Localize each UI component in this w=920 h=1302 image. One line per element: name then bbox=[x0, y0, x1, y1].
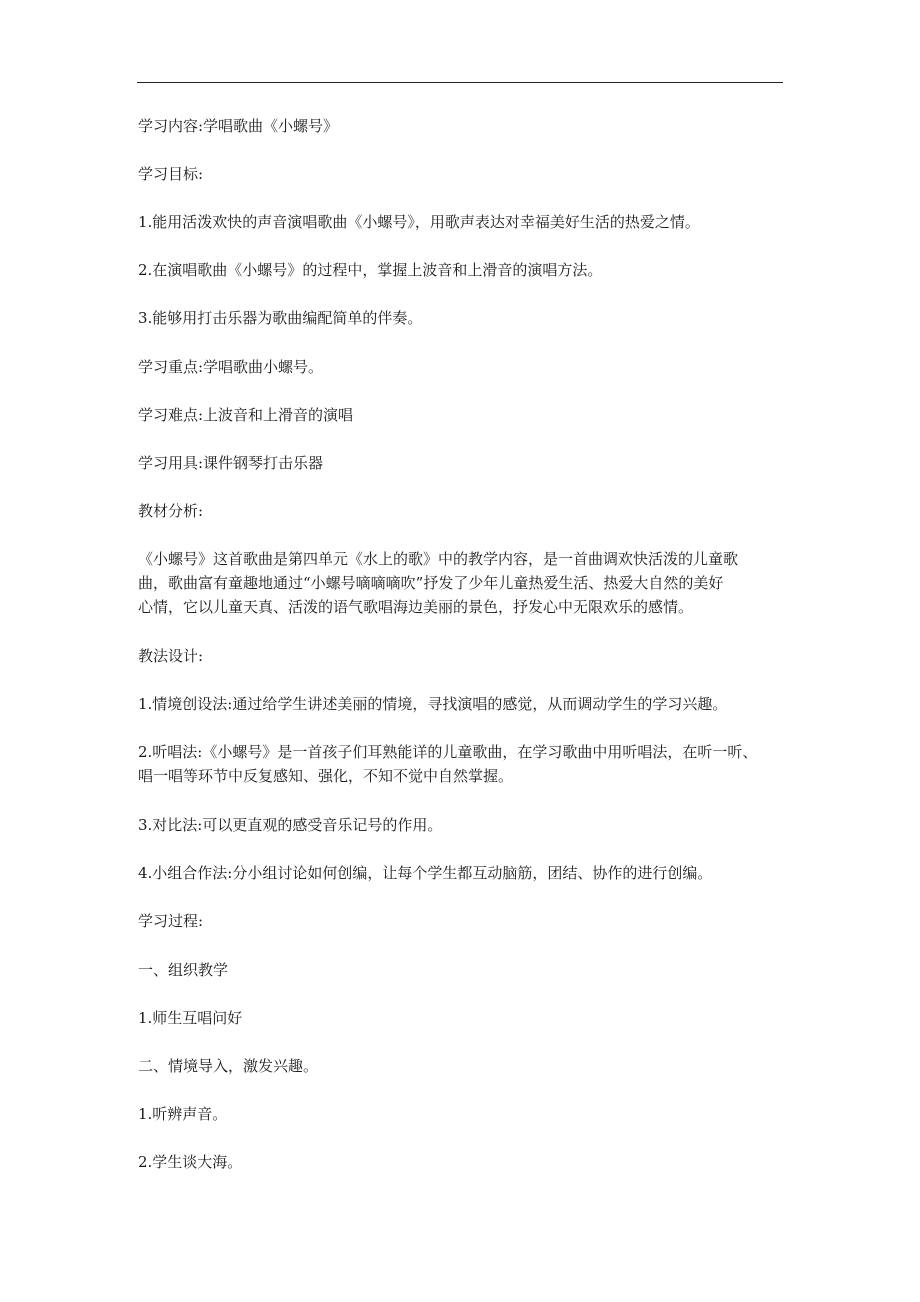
method-4: 4.小组合作法:分小组讨论如何创编，让每个学生都互动脑筋，团结、协作的进行创编。 bbox=[138, 864, 713, 882]
tools: 学习用具:课件钢琴打击乐器 bbox=[138, 454, 324, 472]
process-heading: 学习过程: bbox=[138, 912, 204, 930]
method-3: 3.对比法:可以更直观的感受音乐记号的作用。 bbox=[138, 816, 443, 834]
method-heading: 教法设计: bbox=[138, 647, 204, 665]
method-1: 1.情境创设法:通过给学生讲述美丽的情境，寻找演唱的感觉，从而调动学生的学习兴趣。 bbox=[138, 695, 728, 713]
goal-3: 3.能够用打击乐器为歌曲编配简单的伴奏。 bbox=[138, 309, 423, 327]
difficulty: 学习难点:上波音和上滑音的演唱 bbox=[138, 406, 354, 424]
goal-2: 2.在演唱歌曲《小螺号》的过程中，掌握上波音和上滑音的演唱方法。 bbox=[138, 261, 603, 279]
analysis-heading: 教材分析: bbox=[138, 502, 204, 520]
section-2-heading: 二、情境导入，激发兴趣。 bbox=[138, 1057, 319, 1075]
content-title: 学习内容:学唱歌曲《小螺号》 bbox=[138, 117, 339, 135]
goals-heading: 学习目标: bbox=[138, 165, 204, 183]
section-2-item: 1.听辨声音。 bbox=[138, 1105, 228, 1123]
method-2 bbox=[138, 740, 782, 788]
header-rule bbox=[137, 82, 783, 83]
analysis-line: 《小螺号》这首歌曲是第四单元《水上的歌》中的教学内容，是一首曲调欢快活泼的儿童歌 bbox=[138, 550, 739, 568]
analysis-line: 曲，歌曲富有童趣地通过“小螺号嘀嘀嘀吹”抒发了少年儿童热爱生活、热爱大自然的美好 bbox=[138, 574, 724, 592]
method-2-line: 唱一唱等环节中反复感知、强化，不知不觉中自然掌握。 bbox=[138, 767, 514, 785]
section-2-item: 2.学生谈大海。 bbox=[138, 1153, 243, 1171]
analysis-paragraph bbox=[138, 547, 782, 619]
analysis-line: 心情，它以儿童天真、活泼的语气歌唱海边美丽的景色，抒发心中无限欢乐的感情。 bbox=[138, 598, 694, 616]
method-2-line: 2.听唱法:《小螺号》是一首孩子们耳熟能详的儿童歌曲，在学习歌曲中用听唱法，在听一听、 bbox=[138, 743, 758, 761]
goal-1: 1.能用活泼欢快的声音演唱歌曲《小螺号》，用歌声表达对幸福美好生活的热爱之情。 bbox=[138, 213, 700, 231]
key-point: 学习重点:学唱歌曲小螺号。 bbox=[138, 358, 324, 376]
section-1-heading: 一、组织教学 bbox=[138, 961, 229, 979]
section-1-item: 1.师生互唱问好 bbox=[138, 1009, 243, 1027]
